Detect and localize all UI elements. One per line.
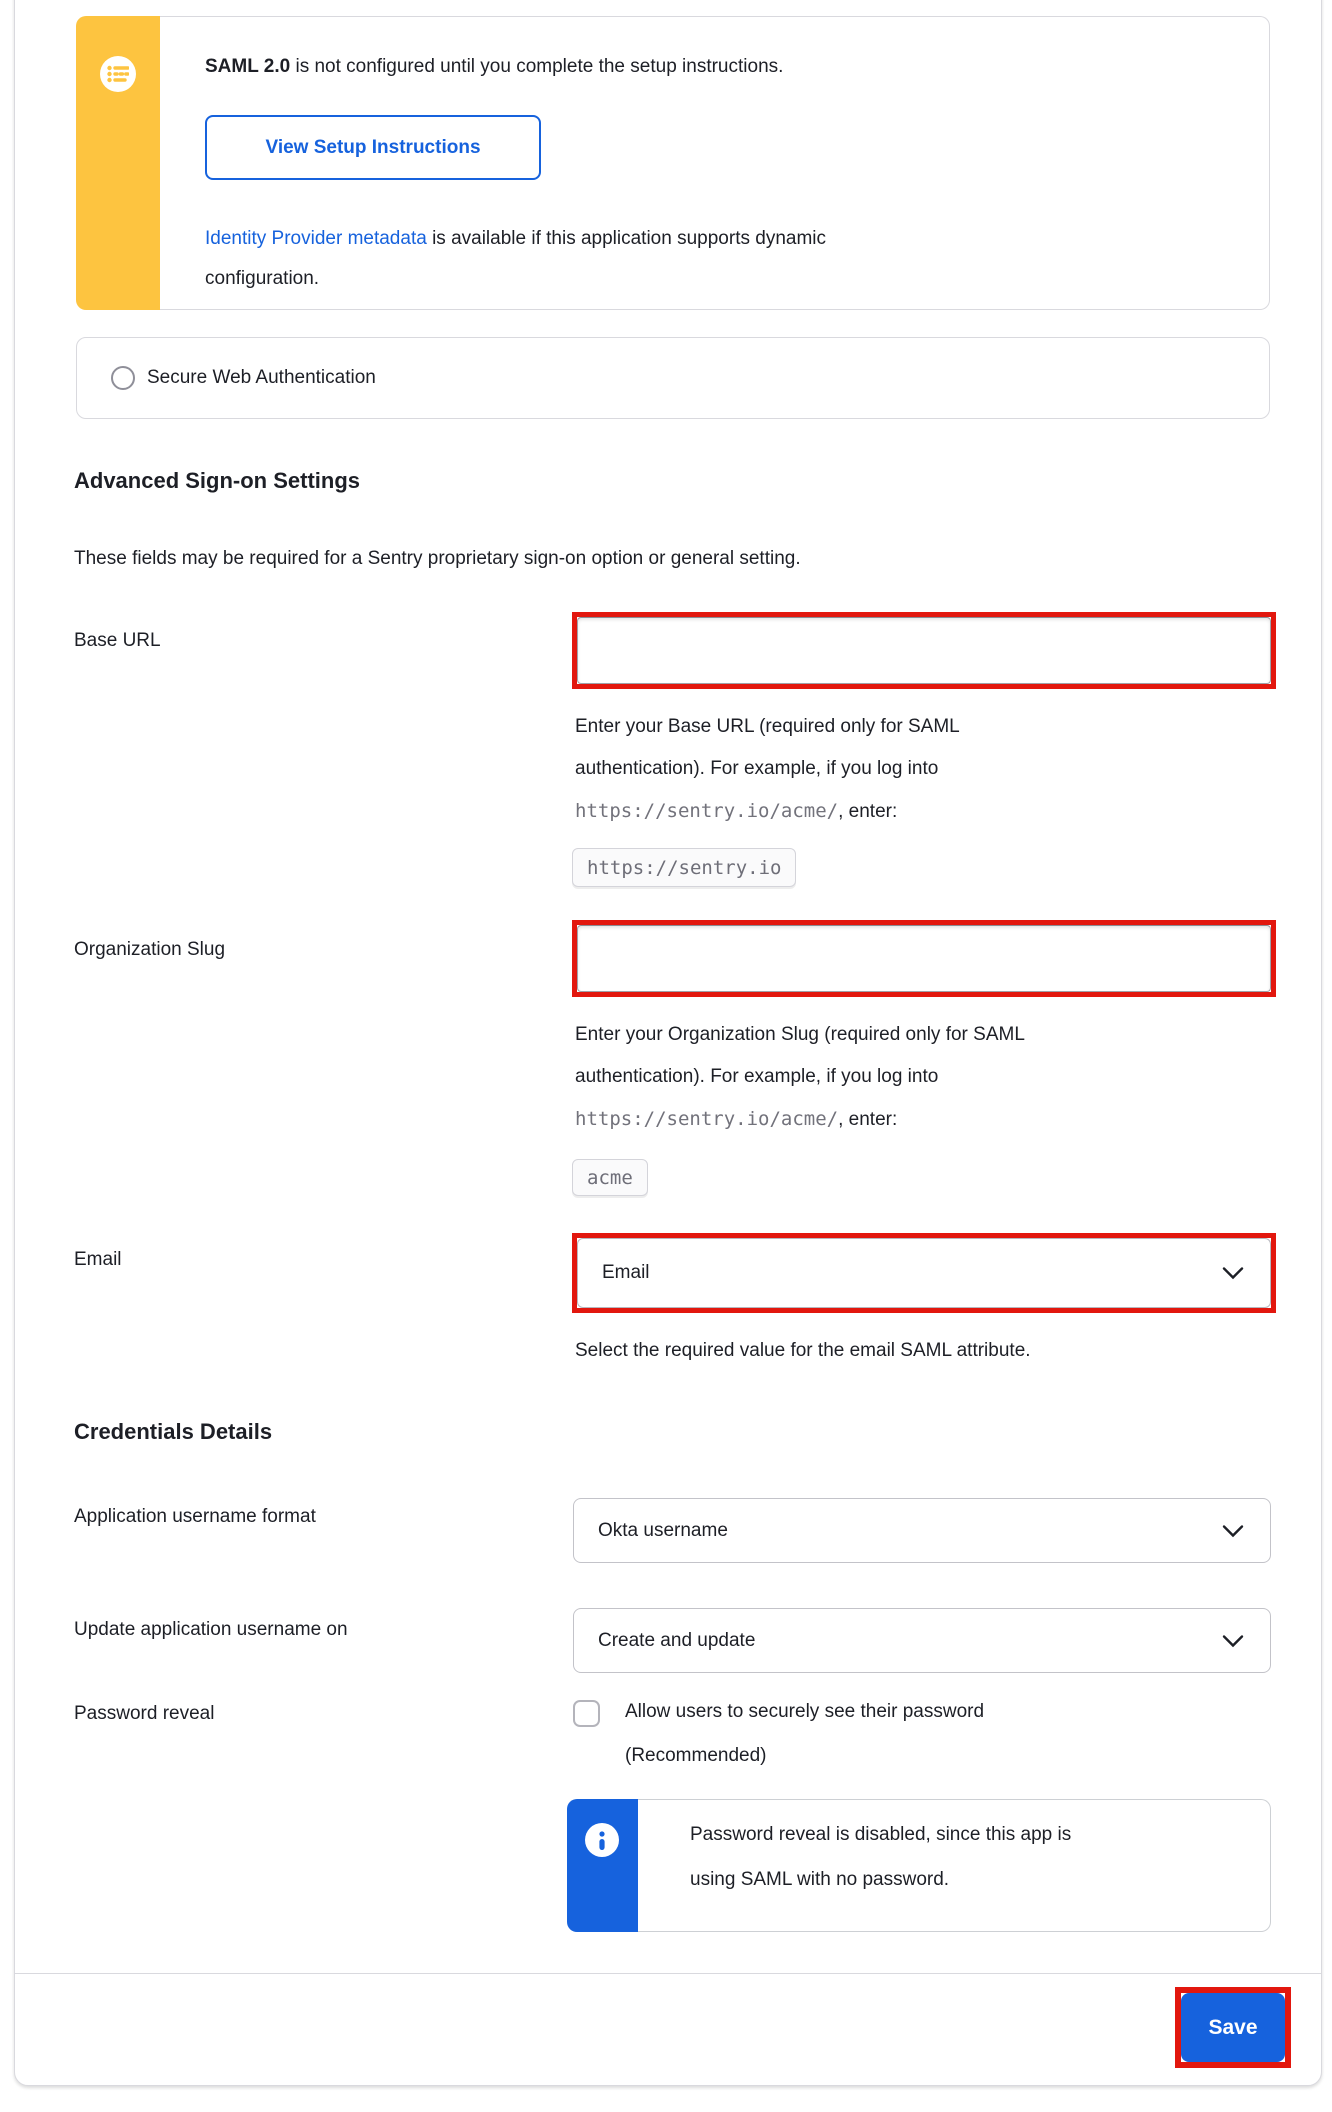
- advanced-settings-heading: Advanced Sign-on Settings: [74, 468, 361, 493]
- view-setup-instructions-button[interactable]: View Setup Instructions: [205, 115, 541, 180]
- password-reveal-label: Password reveal: [74, 1703, 215, 1724]
- organization-slug-help: [575, 1014, 1135, 1141]
- update-app-username-select[interactable]: [573, 1608, 1271, 1673]
- email-label: Email: [74, 1249, 122, 1270]
- setup-list-icon: [100, 56, 136, 92]
- password-reveal-info-callout: [567, 1799, 1271, 1932]
- base-url-label: Base URL: [74, 630, 161, 651]
- info-body: [638, 1799, 1271, 1932]
- org-slug-help-after-code: , enter:: [838, 1109, 898, 1130]
- idp-metadata-rest-line2: configuration.: [205, 268, 320, 289]
- password-reveal-option-line2: (Recommended): [625, 1745, 767, 1766]
- footer-divider: [15, 1973, 1321, 1974]
- info-accent-strip: [567, 1799, 638, 1932]
- email-select[interactable]: [577, 1238, 1271, 1308]
- credentials-heading: Credentials Details: [74, 1419, 273, 1444]
- base-url-highlight: [572, 612, 1276, 689]
- swa-option-row[interactable]: [76, 337, 1270, 419]
- update-app-username-label: Update application username on: [74, 1619, 348, 1640]
- org-slug-example-code: https://sentry.io/acme/: [575, 1108, 839, 1130]
- warning-title-rest: is not configured until you complete the setup instructions.: [290, 56, 784, 77]
- info-text-line2: using SAML with no password.: [690, 1869, 950, 1890]
- email-select-value: Email: [602, 1262, 650, 1283]
- warning-title-strong: SAML 2.0: [205, 56, 291, 77]
- org-slug-help-line1: Enter your Organization Slug (required only for SAML: [575, 1024, 1025, 1045]
- app-username-format-value: Okta username: [598, 1519, 728, 1541]
- organization-slug-highlight: [572, 920, 1276, 997]
- email-help: Select the required value for the email SAML attribute.: [575, 1340, 1031, 1361]
- idp-metadata-text: [205, 219, 826, 299]
- swa-radio-button[interactable]: [111, 366, 135, 390]
- base-url-help-line1: Enter your Base URL (required only for SAML: [575, 716, 960, 737]
- base-url-input[interactable]: [577, 617, 1271, 684]
- chevron-down-icon: [1222, 1267, 1244, 1280]
- organization-slug-label: Organization Slug: [74, 939, 226, 960]
- password-reveal-option-line1: Allow users to securely see their password: [625, 1701, 985, 1722]
- update-app-username-value: Create and update: [598, 1629, 756, 1651]
- password-reveal-checkbox[interactable]: [573, 1700, 600, 1727]
- saml-warning-callout: [76, 16, 1270, 310]
- app-username-format-label: Application username format: [74, 1506, 316, 1527]
- idp-metadata-rest-line1: is available if this application supports dynamic: [426, 228, 827, 249]
- info-text-line1: Password reveal is disabled, since this app is: [690, 1824, 1072, 1845]
- base-url-help: [575, 706, 1135, 833]
- chevron-down-icon: [1222, 1524, 1244, 1537]
- identity-provider-metadata-link[interactable]: Identity Provider metadata: [205, 228, 427, 249]
- org-slug-help-line2: authentication). For example, if you log into: [575, 1066, 939, 1087]
- save-button-highlight: [1175, 1987, 1291, 2068]
- app-username-format-select[interactable]: [573, 1498, 1271, 1563]
- warning-title: [205, 53, 783, 81]
- save-button[interactable]: Save: [1181, 1993, 1285, 2062]
- chevron-down-icon: [1222, 1634, 1244, 1647]
- org-slug-example-chip: acme: [572, 1159, 648, 1196]
- org-slug-help-line3: [575, 1098, 1135, 1141]
- base-url-help-after-code: , enter:: [838, 801, 898, 822]
- base-url-example-chip: https://sentry.io: [572, 848, 796, 887]
- warning-accent-strip: [76, 16, 160, 310]
- base-url-help-line3: [575, 790, 1135, 833]
- base-url-help-line2: authentication). For example, if you log into: [575, 758, 939, 779]
- email-select-highlight: [572, 1233, 1276, 1313]
- info-icon: [585, 1823, 619, 1857]
- warning-body: [160, 16, 1270, 310]
- swa-radio-label: Secure Web Authentication: [147, 367, 376, 388]
- base-url-example-code: https://sentry.io/acme/: [575, 800, 839, 822]
- organization-slug-input[interactable]: [577, 925, 1271, 992]
- advanced-settings-description: These fields may be required for a Sentry proprietary sign-on option or general setting.: [74, 548, 801, 569]
